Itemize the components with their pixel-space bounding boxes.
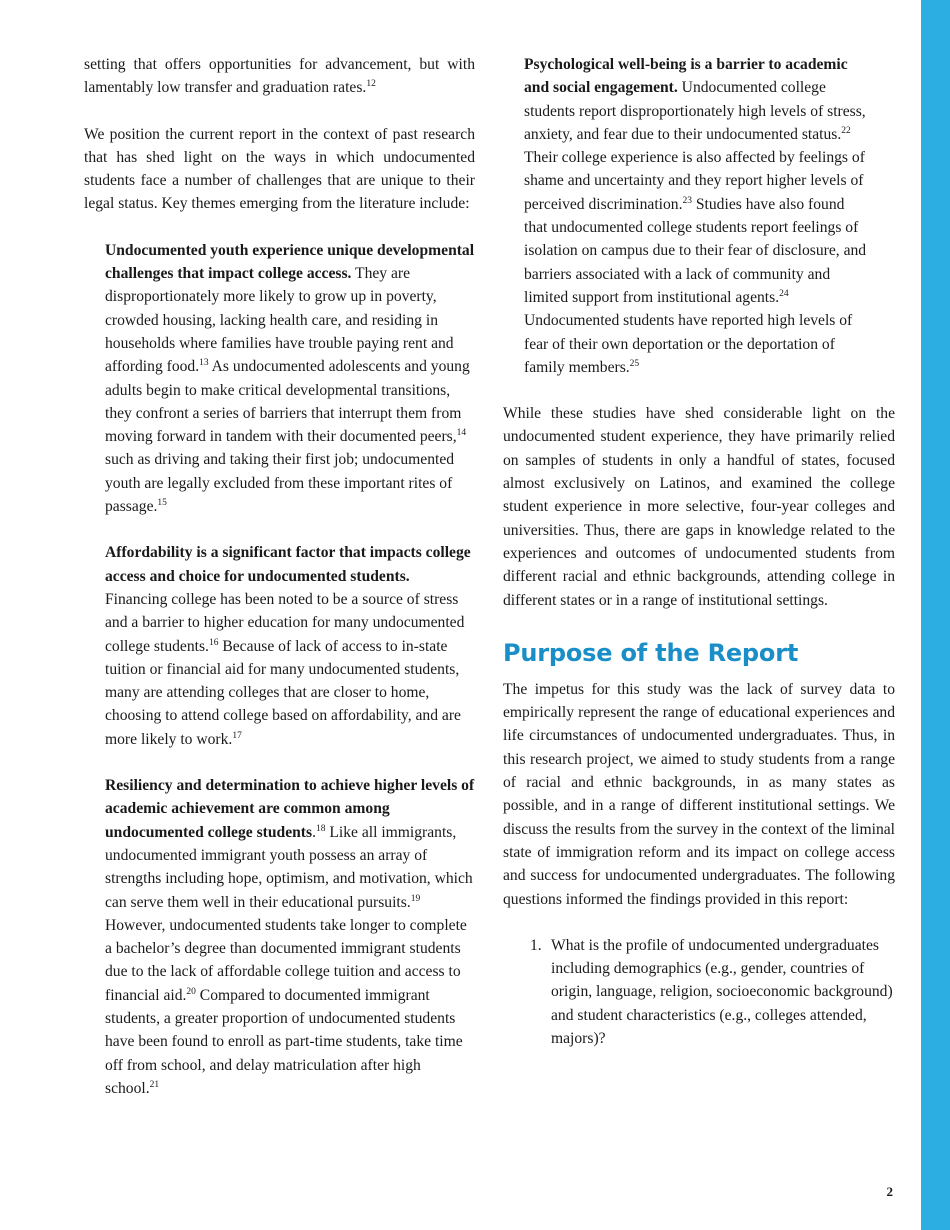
section-heading: Purpose of the Report (503, 638, 799, 667)
accent-side-bar (921, 0, 950, 1230)
theme-resiliency: Resiliency and determination to achieve higher levels of academic achievement are common among undocumented college students.$^{18}$ Like all immigrants, undocumented immigrant youth possess an array of strengths including hope, optimism, and motivation, which can serve them well in their educational pursuits.$^{19}$ However, undocumented students take longer to complete a bachelor’s degree than documented immigrant students due to the lack of affordable college tuition and access to financial aid.$^{20}$ Compared to documented immigrant students, a greater proportion of undocumented students have been found to enroll as part-time students, take time off from school, and delay matriculation after high school.$^{21}$ (105, 777, 475, 1097)
page-number: 2 (886, 1184, 893, 1199)
theme-developmental-challenges: Undocumented youth experience unique developmental challenges that impact college access. They are disproportionately more likely to grow up in poverty, crowded housing, lacking health care, and residing in households where families have trouble paying rent and affording food.$^{13}$ As undocumented adolescents and young adults begin to make critical developmental transitions, they confront a series of barriers that interrupt them from moving forward in tandem with their documented peers,$^{14}$ such as driving and taking their first job; undocumented youth are legally excluded from these important rites of passage.$^{15}$ (105, 241, 475, 516)
theme-affordability: Affordability is a significant factor that impacts college access and choice for undocumented students. Financing college has been noted to be a source of stress and a barrier to higher education for many undocumented college students.$^{16}$ Because of lack of access to in-state tuition or financial aid for many undocumented students, many are attending colleges that are closer to home, choosing to attend college based on affordability, and are more likely to work.$^{17}$ (105, 544, 471, 748)
research-questions-list (503, 934, 895, 1050)
paragraph-context: We position the current report in the context of past research that has shed light on the ways in which undocumented students face a number of challenges that are unique to their legal status. Key themes emerging from the literature include: (84, 125, 475, 213)
paragraph-purpose: The impetus for this study was the lack of survey data to empirically represent the range of educational experiences and life circumstances of undocumented undergraduates. Thus, in this research project, we aimed to study students from a range of racial and ethnic backgrounds, in as many states as possible, and in a range of different institutional settings. We discuss the results from the survey in the context of the liminal state of immigration reform and its impact on college access and success for undocumented undergraduates. The following questions informed the findings provided in this report: (503, 680, 895, 908)
left-column (84, 53, 475, 1100)
paragraph-research-gaps: While these studies have shed considerable light on the undocumented student experience, they have primarily relied on samples of students in only a handful of states, focused almost exclusively on Latinos, and examined the college student experience in more selective, four-year colleges and universities. Thus, there are gaps in knowledge related to the experiences and outcomes of undocumented students from different racial and ethnic backgrounds, attending college in different states or in a range of institutional settings. (503, 405, 895, 609)
list-item: 1. What is the profile of undocumented undergraduates including demographics (e.g., gender, countries of origin, language, religion, socioeconomic background) and student characteristics (e.g., colleges attended, majors)? (530, 936, 893, 1047)
theme-psychological-wellbeing: Psychological well-being is a barrier to academic and social engagement. Undocumented college students report disproportionately high levels of stress, anxiety, and fear due to their undocumented status.$^{22}$ Their college experience is also affected by feelings of shame and uncertainty and they report higher levels of perceived discrimination.$^{23}$ Studies have also found that undocumented college students report feelings of isolation on campus due to their fear of disclosure, and barriers associated with a lack of community and limited support from institutional agents.$^{24}$ Undocumented students have reported high levels of fear of their own deportation or the deportation of family members.$^{25}$ (524, 56, 867, 376)
paragraph-intro: setting that offers opportunities for advancement, but with lamentably low transfer and graduation rates.$^{12}$ (84, 56, 475, 97)
right-column (503, 53, 895, 1050)
